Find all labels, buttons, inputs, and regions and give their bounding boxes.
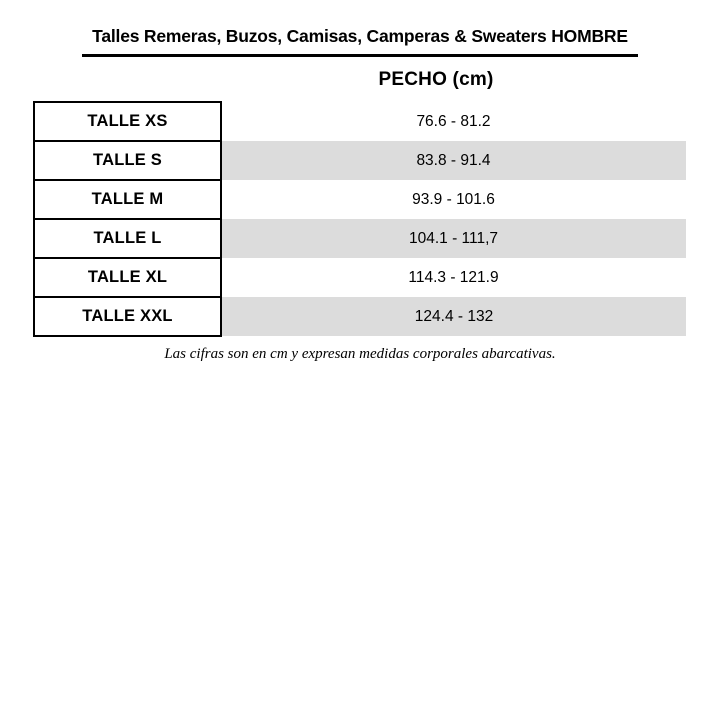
table-row <box>34 180 686 219</box>
table-row <box>34 141 686 180</box>
size-label: TALLE S <box>34 141 221 180</box>
chest-value: 93.9 - 101.6 <box>412 190 495 208</box>
table-row <box>34 258 686 297</box>
table-row <box>34 297 686 336</box>
measurement-header-row <box>0 69 720 91</box>
title-container <box>0 0 720 57</box>
chest-value: 104.1 - 111,7 <box>221 219 686 258</box>
table-row <box>34 219 686 258</box>
footnote: Las cifras son en cm y expresan medidas corporales abarcativas. <box>164 346 556 362</box>
table-row <box>34 102 686 141</box>
header-spacer <box>0 69 185 91</box>
size-label: TALLE M <box>34 180 221 219</box>
chest-value: 76.6 - 81.2 <box>416 112 491 130</box>
size-table-body <box>34 102 686 336</box>
size-label: TALLE L <box>34 219 221 258</box>
chest-value: 124.4 - 132 <box>221 297 686 336</box>
chest-value: 83.8 - 91.4 <box>221 141 686 180</box>
page-title: Talles Remeras, Buzos, Camisas, Camperas & Sweaters HOMBRE <box>82 22 638 57</box>
size-label: TALLE XL <box>34 258 221 297</box>
size-label: TALLE XXL <box>34 297 221 336</box>
size-label: TALLE XS <box>34 102 221 141</box>
size-table <box>33 101 687 337</box>
measurement-header: PECHO (cm) <box>378 69 494 90</box>
chest-value: 114.3 - 121.9 <box>408 268 499 286</box>
